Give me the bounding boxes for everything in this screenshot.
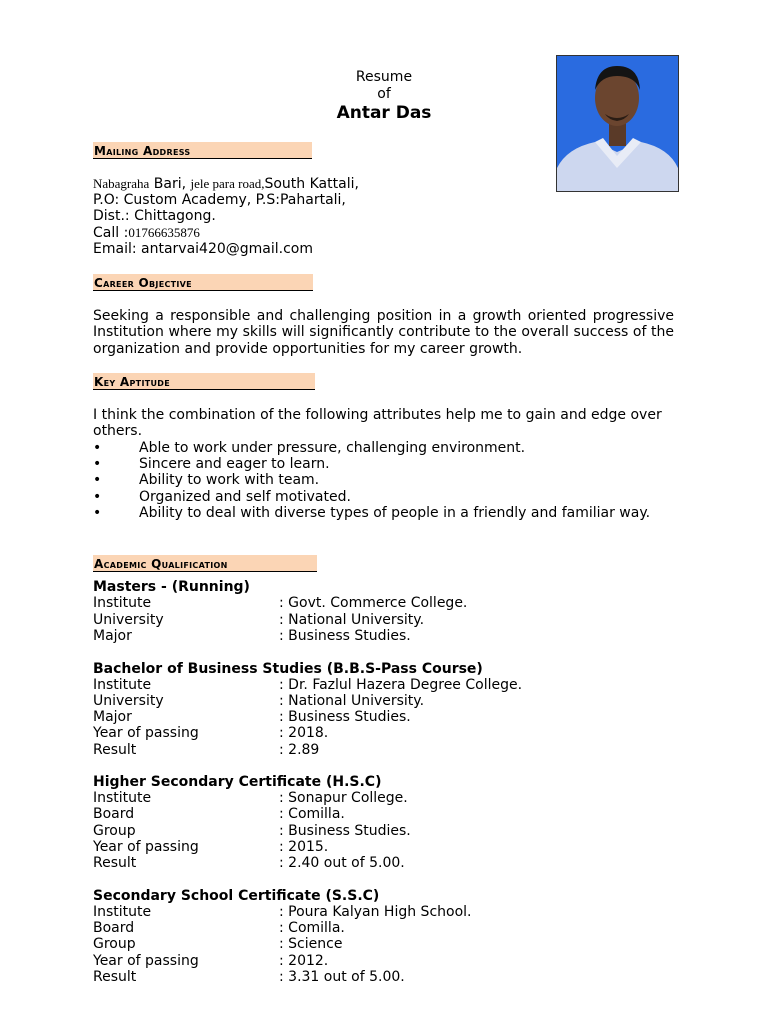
degree-detail-row	[93, 790, 408, 806]
bullet-icon: •	[93, 456, 102, 472]
detail-value: : Sonapur College.	[279, 790, 408, 806]
degree-title: Masters - (Running)	[93, 579, 250, 595]
detail-value: : Comilla.	[279, 806, 345, 822]
detail-key: Result	[93, 855, 137, 871]
degree-detail-row	[93, 936, 342, 952]
detail-key: Major	[93, 628, 132, 644]
detail-key: Institute	[93, 904, 152, 920]
detail-key: Board	[93, 806, 135, 822]
mailing-address-heading: Mailing Address	[93, 142, 312, 159]
detail-key: Result	[93, 742, 137, 758]
detail-key: Year of passing	[93, 839, 199, 855]
degree-detail-row	[93, 709, 411, 725]
degree-title: Secondary School Certificate (S.S.C)	[93, 888, 380, 904]
degree-detail-row	[93, 969, 405, 985]
resume-title-block	[280, 69, 488, 124]
detail-key: Board	[93, 920, 135, 936]
email-line: Email: antarvai420@gmail.com	[93, 241, 313, 257]
degree-title: Higher Secondary Certificate (H.S.C)	[93, 774, 382, 790]
degree-detail-row	[93, 725, 328, 741]
key-aptitude-heading: Key Aptitude	[93, 373, 315, 390]
detail-value: : Poura Kalyan High School.	[279, 904, 472, 920]
degree-detail-row	[93, 806, 345, 822]
degree-detail-row	[93, 628, 411, 644]
aptitude-item-text: Able to work under pressure, challenging environment.	[139, 440, 526, 456]
aptitude-list-item	[93, 456, 330, 472]
of-label: of	[377, 85, 391, 102]
detail-value: : 2015.	[279, 839, 329, 855]
aptitude-list-item	[93, 472, 319, 488]
detail-value: : 2.40 out of 5.00.	[279, 855, 405, 871]
address-serif-a: Nabagraha	[93, 176, 150, 191]
detail-value: : 3.31 out of 5.00.	[279, 969, 405, 985]
bullet-icon: •	[93, 505, 102, 521]
detail-value: : Govt. Commerce College.	[279, 595, 468, 611]
detail-value: : 2012.	[279, 953, 329, 969]
aptitude-item-text: Ability to work with team.	[139, 472, 320, 488]
phone-number: 01766635876	[128, 225, 200, 240]
detail-key: Group	[93, 823, 136, 839]
career-objective-text: Seeking a responsible and challenging position in a growth oriented progressive Institution where my skills will significantly contribute to the overall success of the organization and provide opportunities for my career growth.	[93, 308, 674, 357]
aptitude-item-text: Organized and self motivated.	[139, 489, 351, 505]
bullet-icon: •	[93, 472, 102, 488]
bullet-icon: •	[93, 440, 102, 456]
degree-detail-row	[93, 742, 319, 758]
detail-key: Major	[93, 709, 132, 725]
degree-detail-row	[93, 904, 471, 920]
detail-key: University	[93, 612, 164, 628]
degree-detail-row	[93, 953, 328, 969]
detail-value: : Comilla.	[279, 920, 345, 936]
degree-detail-row	[93, 823, 411, 839]
detail-value: : 2018.	[279, 725, 329, 741]
detail-key: Result	[93, 969, 137, 985]
detail-key: Group	[93, 936, 136, 952]
detail-value: : Business Studies.	[279, 823, 411, 839]
address-line-1	[93, 176, 359, 192]
detail-key: Institute	[93, 677, 152, 693]
academic-qualification-heading: Academic Qualification	[93, 555, 317, 572]
detail-key: Institute	[93, 790, 152, 806]
person-portrait-image	[557, 56, 678, 191]
detail-key: Year of passing	[93, 725, 199, 741]
phone-label: Call :	[93, 225, 129, 241]
aptitude-intro-line-1: I think the combination of the following attributes help me to gain and edge over	[93, 407, 662, 423]
degree-detail-row	[93, 920, 345, 936]
detail-value: : National University.	[279, 612, 425, 628]
aptitude-list-item	[93, 489, 351, 505]
address-part-b: Bari,	[149, 176, 191, 192]
resume-label: Resume	[355, 69, 413, 85]
detail-key: Year of passing	[93, 953, 199, 969]
detail-value: : Science	[279, 936, 343, 952]
detail-value: : Business Studies.	[279, 628, 411, 644]
detail-key: University	[93, 693, 164, 709]
detail-value: : Business Studies.	[279, 709, 411, 725]
degree-detail-row	[93, 595, 467, 611]
address-line-3: Dist.: Chittagong.	[93, 208, 216, 224]
aptitude-item-text: Ability to deal with diverse types of people in a friendly and familiar way.	[139, 505, 651, 521]
aptitude-list-item	[93, 505, 650, 521]
detail-value: : Dr. Fazlul Hazera Degree College.	[279, 677, 523, 693]
profile-photo	[556, 55, 679, 192]
degree-detail-row	[93, 693, 424, 709]
degree-detail-row	[93, 612, 424, 628]
degree-title: Bachelor of Business Studies (B.B.S-Pass Course)	[93, 661, 483, 677]
bullet-icon: •	[93, 489, 102, 505]
degree-detail-row	[93, 677, 522, 693]
detail-value: : National University.	[279, 693, 425, 709]
degree-detail-row	[93, 839, 328, 855]
degree-detail-row	[93, 855, 405, 871]
aptitude-list-item	[93, 440, 525, 456]
detail-key: Institute	[93, 595, 152, 611]
aptitude-item-text: Sincere and eager to learn.	[139, 456, 330, 472]
detail-value: : 2.89	[279, 742, 320, 758]
address-part-d: South Kattali,	[264, 176, 359, 192]
career-objective-heading: Career Objective	[93, 274, 313, 291]
aptitude-intro-line-2: others.	[93, 423, 143, 439]
address-serif-c: jele para road,	[190, 176, 265, 191]
address-line-2: P.O: Custom Academy, P.S:Pahartali,	[93, 192, 346, 208]
candidate-name: Antar Das	[336, 103, 432, 123]
phone-line	[93, 225, 200, 241]
